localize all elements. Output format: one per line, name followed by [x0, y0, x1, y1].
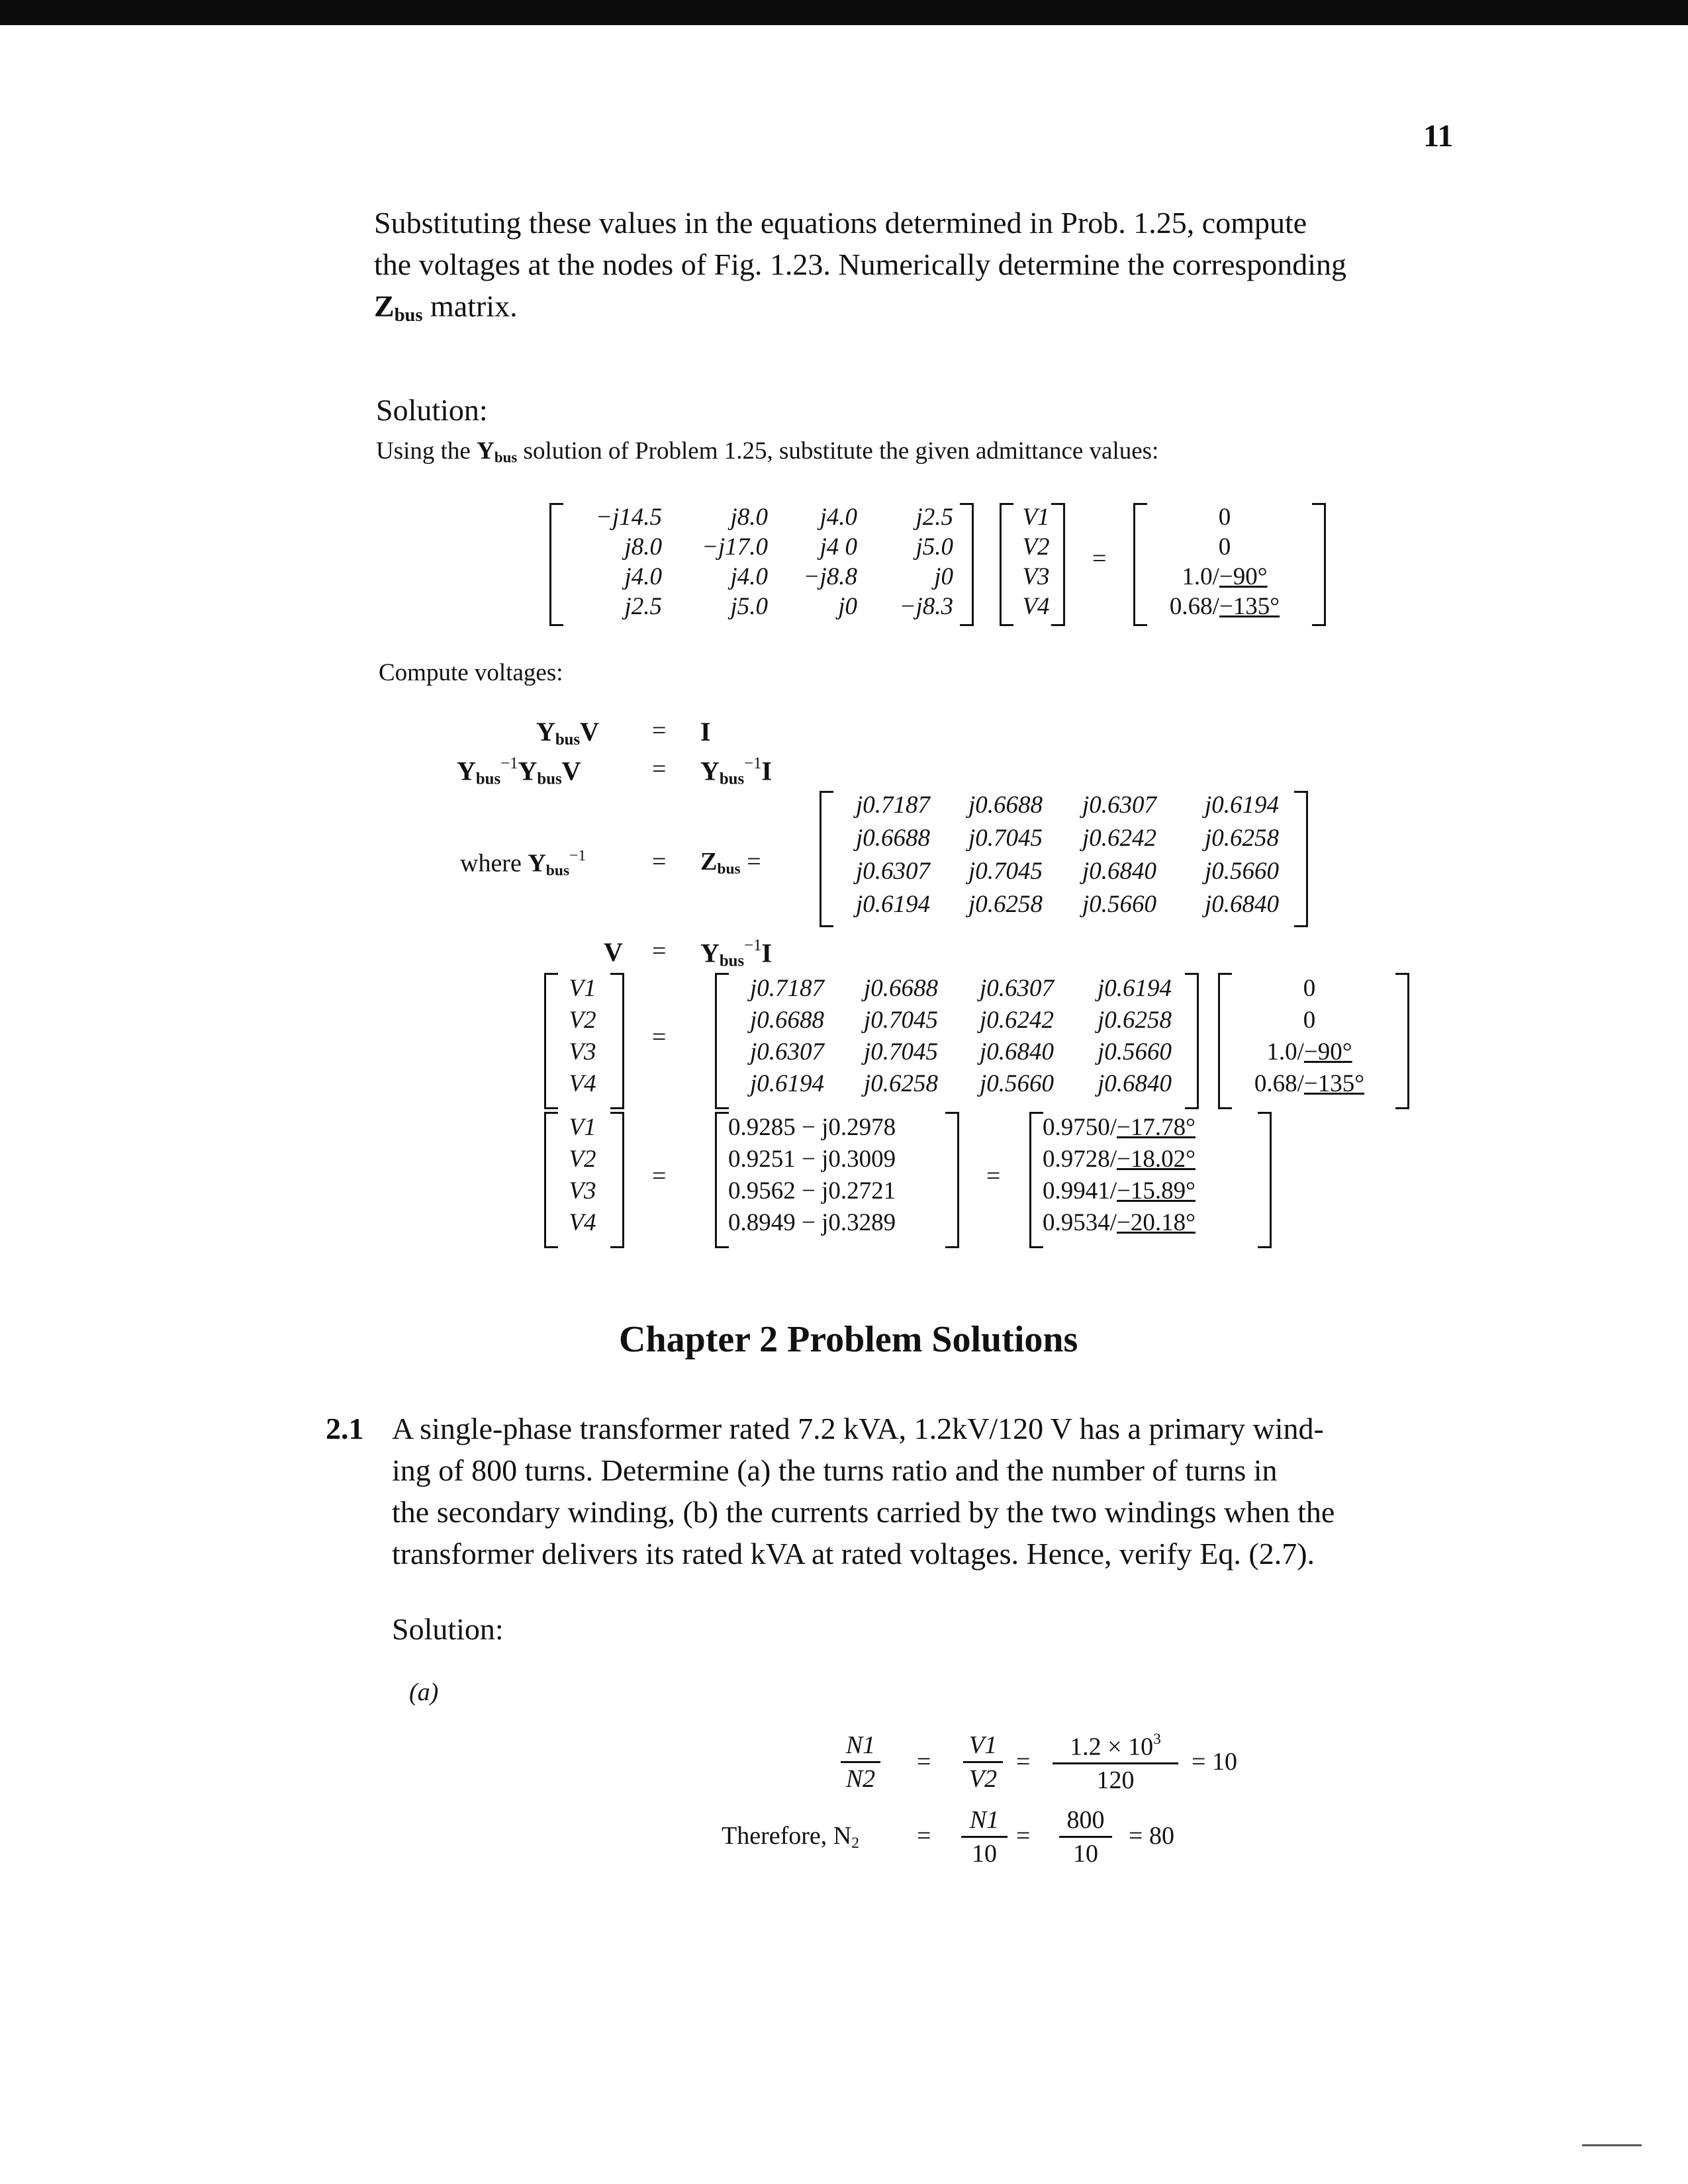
bottom-scan-mark [1582, 2144, 1642, 2146]
using-ybus-line: Using the $Y_{bus}$ solution of Problem 1.25, substitute the given admittance values: [376, 437, 1159, 466]
fraction-voltage-ratio: $\frac{1.2 \times 10^3}{120}$ [1053, 1731, 1178, 1795]
part-a-label: (a) [409, 1678, 439, 1706]
eq-ybus-v: $Y_{bus}V$ [536, 717, 600, 749]
turns-ratio-result: = 10 [1192, 1748, 1237, 1776]
problem-number: 2.1 [326, 1412, 364, 1445]
fraction-800-10: $\frac{800}{10}$ [1059, 1805, 1112, 1868]
page-number: 11 [1423, 118, 1454, 154]
zbus-symbol: Z [374, 289, 395, 323]
problem-line-4: transformer delivers its rated kVA at rated voltages. Hence, verify Eq. (2.7). [392, 1537, 1315, 1570]
intro-line-3: $Z_{bus}$ matrix. [374, 289, 518, 326]
problem-line-1: A single-phase transformer rated 7.2 kVA, 1.2kV/120 V has a primary wind- [392, 1412, 1324, 1445]
eq-I: I [700, 717, 711, 747]
solution-label-2: Solution: [392, 1612, 504, 1646]
chapter-heading: Chapter 2 Problem Solutions [619, 1319, 1078, 1360]
intro-line-1: Substituting these values in the equations determined in Prob. 1.25, compute [374, 206, 1307, 240]
compute-voltages-label: Compute voltages: [379, 659, 563, 686]
fraction-v1-v2: $\frac{V1}{V2}$ [963, 1731, 1003, 1794]
zbus-label: $Z_{bus}$ = [700, 848, 761, 878]
intro-line-2: the voltages at the nodes of Fig. 1.23. Numerically determine the corresponding [374, 248, 1347, 281]
equals-sign-1: = [1092, 545, 1107, 572]
solution-label-1: Solution: [376, 393, 488, 427]
problem-line-3: the secondary winding, (b) the currents carried by the two windings when the [392, 1495, 1335, 1529]
n2-result: = 80 [1129, 1822, 1174, 1850]
eq-inverse-line: $Y_{bus}^{-1}Y_{bus}V$ [457, 754, 581, 788]
where-ybus-inverse: where $Y_{bus}^{-1}$ [460, 847, 586, 880]
fraction-n1-10: $\frac{N1}{10}$ [961, 1805, 1008, 1868]
problem-line-2: ing of 800 turns. Determine (a) the turns ratio and the number of turns in [392, 1453, 1278, 1487]
fraction-n1-n2: $\frac{N1}{N2}$ [841, 1731, 880, 1794]
top-scan-border [0, 0, 1688, 25]
eq-V: V [604, 937, 623, 967]
therefore-n2: Therefore, $N_2$ [722, 1822, 859, 1852]
